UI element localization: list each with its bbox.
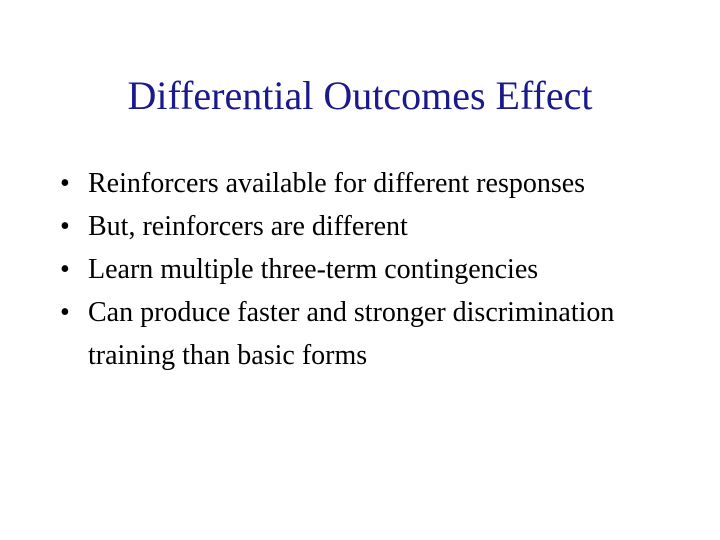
bullet-item <box>60 205 700 248</box>
bullet-text: Can produce faster and stronger discrimination training than basic forms <box>88 297 615 371</box>
bullet-text: Reinforcers available for different responses <box>88 168 586 199</box>
bullet-item <box>60 248 700 291</box>
bullet-marker: • <box>60 254 70 285</box>
bullet-item <box>60 162 700 205</box>
bullet-marker: • <box>60 211 70 242</box>
slide-title: Differential Outcomes Effect <box>127 73 593 118</box>
bullet-marker: • <box>60 168 70 199</box>
bullet-text: Learn multiple three-term contingencies <box>88 254 539 285</box>
bullet-marker: • <box>60 297 70 328</box>
bullet-text: But, reinforcers are different <box>88 211 408 242</box>
bullet-list <box>60 162 700 377</box>
bullet-item <box>60 291 700 377</box>
